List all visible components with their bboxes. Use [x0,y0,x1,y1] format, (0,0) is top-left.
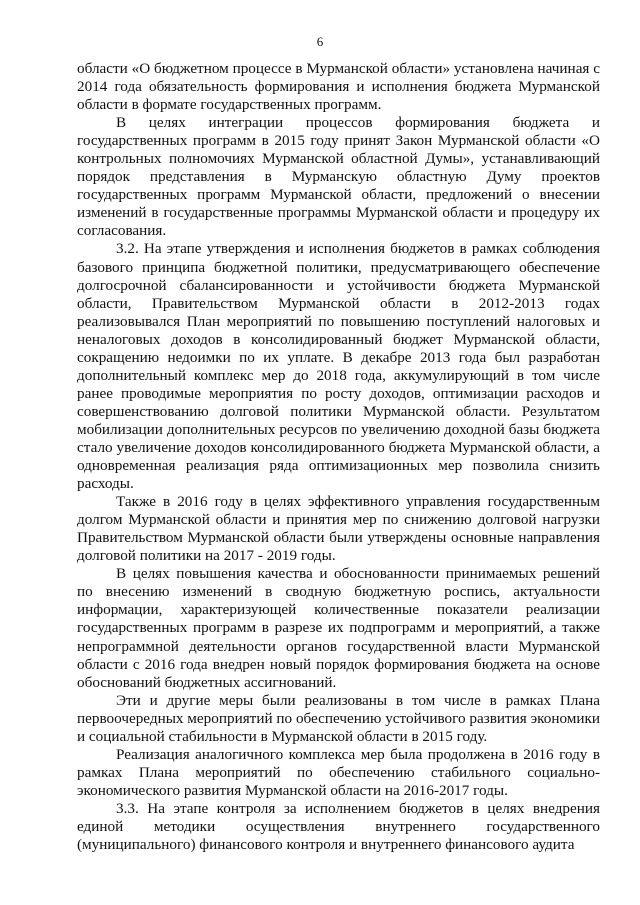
paragraph-section-3-3: 3.3. На этапе контроля за исполнением бюджетов в целях внедрения единой методики осуществления внутреннего государственного (муниципального) финансового контроля и внутреннего финансового аудита [77,799,600,854]
paragraph-section-3-2: 3.2. На этапе утверждения и исполнения бюджетов в рамках соблюдения базового принципа бюджетной политики, предусматривающего обеспечение долгосрочной сбалансированности и устойчивости бюджета Мурманской области, Правительством Мурманской области в 2012-2013 годах реализовывался План мероприятий по повышению поступлений налоговых и неналоговых доходов в консолидированный бюджет Мурманской области, сокращению недоимки по их уплате. В декабре 2013 года был разработан дополнительный комплекс мер до 2018 года, аккумулирующий в том числе ранее проводимые мероприятия по росту доходов, оптимизации расходов и совершенствованию долговой политики Мурманской области. Результатом мобилизации дополнительных ресурсов по увеличению доходной базы бюджета стало увеличение доходов консолидированного бюджета Мурманской области, а одновременная реализация ряда оптимизационных мер позволила снизить расходы. [77,240,600,493]
paragraph-budget-quality: В целях повышения качества и обоснованности принимаемых решений по внесению изменений в сводную бюджетную роспись, актуальности информации, характеризующей количественные показатели реализации государственных программ в разрезе их подпрограмм и мероприятий, а также непрограммной деятельности органов государственной власти Мурманской области с 2016 года внедрен новый порядок формирования бюджета на основе обоснований бюджетных ассигнований. [77,565,600,691]
paragraph-integration-state-programs: В целях интеграции процессов формирования бюджета и государственных программ в 2015 году принят Закон Мурманской области «О контрольных полномочиях Мурманской областной Думы», устанавливающий порядок представления в Мурманскую областную Думу проектов государственных программ Мурманской области, предложений о внесении изменений в государственные программы Мурманской области и процедуру их согласования. [77,114,600,240]
paragraph-priority-measures-2015: Эти и другие меры были реализованы в том числе в рамках Плана первоочередных мероприятий по обеспечению устойчивого развития экономики и социальной стабильности в Мурманской области в 2015 году. [77,691,600,745]
paragraph-budget-process-law: области «О бюджетном процессе в Мурманской области» установлена начиная с 2014 года обязательность формирования и исполнения бюджета Мурманской области в формате государственных программ. [77,60,600,114]
document-body [77,60,600,854]
paragraph-debt-policy: Также в 2016 году в целях эффективного управления государственным долгом Мурманской области и принятия мер по снижению долговой нагрузки Правительством Мурманской области были утверждены основные направления долговой политики на 2017 - 2019 годы. [77,493,600,565]
page-number: 6 [316,34,324,49]
paragraph-measures-2016-2017: Реализация аналогичного комплекса мер была продолжена в 2016 году в рамках Плана мероприятий по обеспечению стабильного социально-экономического развития Мурманской области на 2016-2017 годы. [77,745,600,799]
